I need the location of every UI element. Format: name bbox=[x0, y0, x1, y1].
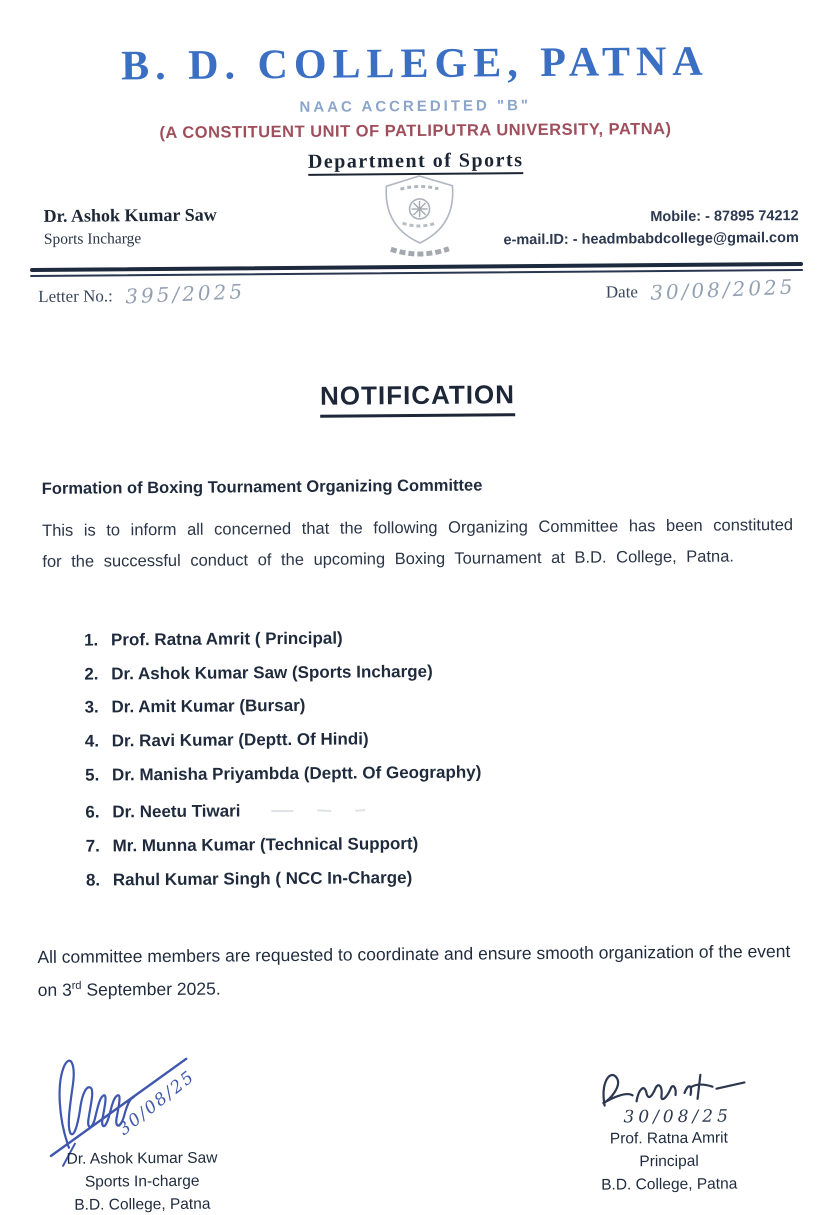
letter-number-label: Letter No.: bbox=[37, 286, 113, 306]
list-item: 4. Dr. Ravi Kumar (Deptt. Of Hindi) bbox=[103, 724, 832, 754]
date-value: 30/08/2025 bbox=[648, 274, 796, 305]
reference-row bbox=[37, 274, 796, 309]
incharge-block bbox=[43, 205, 216, 249]
list-item: 6. Dr. Neetu Tiwari bbox=[104, 791, 833, 825]
list-item: 2. Dr. Ashok Kumar Saw (Sports Incharge) bbox=[103, 656, 832, 686]
signature-row bbox=[26, 1042, 784, 1215]
letter-number-value: 395/2025 bbox=[123, 279, 245, 309]
scanned-letter-page bbox=[5, 38, 830, 1214]
list-item: 7. Mr. Munna Kumar (Technical Support) bbox=[104, 829, 833, 859]
signature-block-right bbox=[553, 1042, 784, 1211]
college-crest-shield-icon bbox=[376, 173, 463, 263]
list-item: 5. Dr. Manisha Priyambda (Deptt. Of Geography) bbox=[103, 757, 832, 787]
erased-text-smudge bbox=[271, 794, 389, 820]
list-item: 3. Dr. Amit Kumar (Bursar) bbox=[103, 690, 832, 720]
signature-block-left bbox=[26, 1046, 257, 1215]
document-content bbox=[2, 37, 834, 1215]
email-line: e-mail.ID: - headmbabdcollege@gmail.com bbox=[502, 230, 799, 249]
letterhead-row bbox=[3, 174, 829, 266]
letter-number-group bbox=[38, 281, 245, 307]
incharge-designation: Sports Incharge bbox=[43, 230, 141, 248]
signatory-designation-left: Sports In-charge bbox=[84, 1172, 200, 1191]
date-group bbox=[605, 274, 796, 305]
mobile-line: Mobile: - 87895 74212 bbox=[649, 208, 799, 226]
signature-date-left: 30/08/25 bbox=[113, 1066, 199, 1140]
date-label: Date bbox=[605, 282, 638, 302]
signatory-designation-right: Principal bbox=[638, 1152, 699, 1170]
signature-date-right: 30/08/25 bbox=[622, 1106, 732, 1128]
constituent-unit-line: (A CONSTITUENT UNIT OF PATLIPUTRA UNIVERSITY, PATNA) bbox=[158, 119, 672, 143]
list-item: 1. Prof. Ratna Amrit ( Principal) bbox=[102, 623, 831, 653]
notification-title: NOTIFICATION bbox=[319, 379, 514, 418]
department-title: Department of Sports bbox=[3, 147, 828, 176]
signatory-institution-left: B.D. College, Patna bbox=[73, 1195, 211, 1214]
closing-paragraph: All committee members are requested to coordinate and ensure smooth organization of the event on 3rd September 2025. bbox=[36, 941, 790, 1001]
committee-list bbox=[72, 623, 833, 893]
incharge-name: Dr. Ashok Kumar Saw bbox=[43, 204, 217, 226]
ordinal-superscript: rd bbox=[71, 980, 82, 993]
signatory-name-left: Dr. Ashok Kumar Saw bbox=[66, 1149, 217, 1168]
notification-subject: Formation of Boxing Tournament Organizing Committee bbox=[41, 476, 482, 498]
college-name: B. D. COLLEGE, PATNA bbox=[120, 38, 709, 90]
signatory-name-right: Prof. Ratna Amrit bbox=[609, 1129, 728, 1148]
naac-accreditation-line: NAAC ACCREDITED "B" bbox=[298, 97, 531, 116]
list-item: 8. Rahul Kumar Singh ( NCC In-Charge) bbox=[104, 862, 833, 892]
signatory-institution-right: B.D. College, Patna bbox=[600, 1175, 737, 1194]
notification-body: This is to inform all concerned that the following Organizing Committee has been constituted for the successful conduct of the upcoming Boxing Tournament at B.D. College, Patna. bbox=[41, 516, 793, 571]
contact-block bbox=[503, 202, 799, 248]
